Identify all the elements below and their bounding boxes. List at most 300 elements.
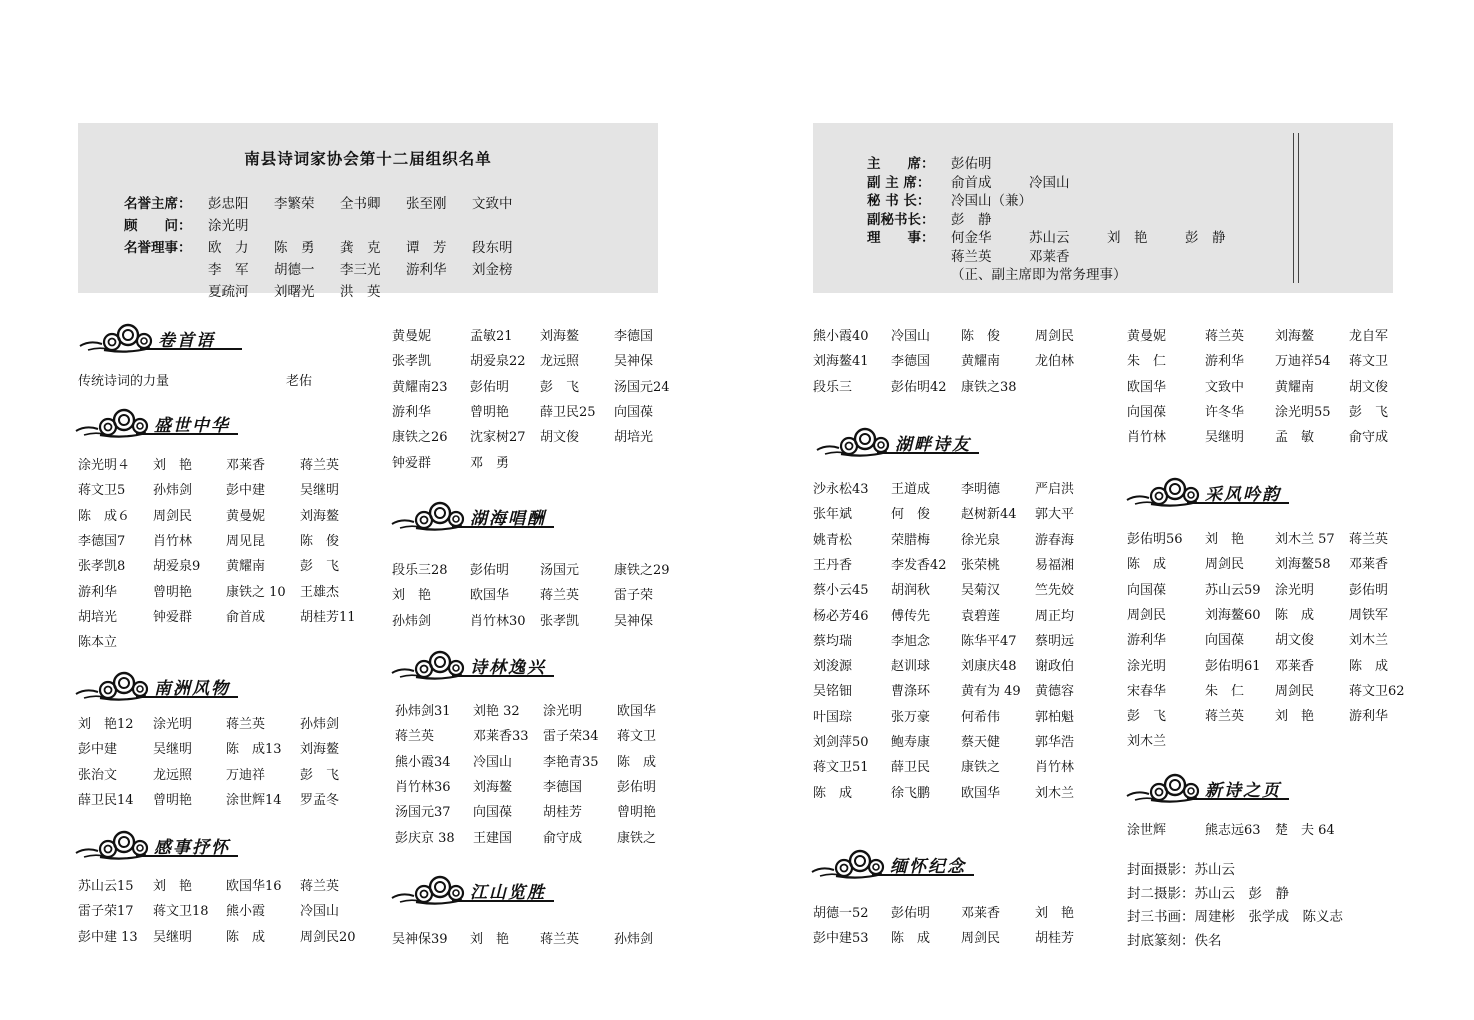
- list-cell: 冷国山: [473, 754, 513, 770]
- list-cell: 吴菊汉: [961, 583, 1001, 599]
- list-cell: 孟 敏: [1275, 430, 1315, 446]
- list-cell: 刘海鳌41: [813, 354, 869, 370]
- list-cell: 易福湘: [1035, 557, 1075, 573]
- list-cell: 游利华: [1205, 354, 1245, 370]
- list-cell: 蔡均瑞: [813, 633, 853, 649]
- list-cell: 杨必芳46: [813, 608, 869, 624]
- list-cell: 钟爱群: [392, 455, 432, 471]
- cloud-ornament-icon: [74, 668, 154, 704]
- list-cell: 孟敏21: [470, 329, 513, 344]
- list-cell: 刘 艳: [392, 588, 432, 604]
- list-cell: 肖竹林: [1035, 760, 1075, 776]
- section-underline: [452, 526, 554, 528]
- list-cell: 李德国: [614, 329, 654, 344]
- list-cell: 胡桂芳: [543, 805, 583, 821]
- list-cell: 彭庆京 38: [395, 830, 455, 846]
- list-cell: 欧国华: [1127, 379, 1167, 395]
- list-cell: 欧国华: [617, 704, 657, 719]
- section-header: [810, 846, 990, 882]
- section-header: [78, 320, 258, 356]
- header-name: 蒋兰英: [951, 248, 992, 265]
- list-cell: 苏山云59: [1205, 582, 1261, 598]
- section-title: 盛世中华: [154, 416, 230, 436]
- header-label: 名誉主席：: [124, 196, 192, 212]
- list-cell: 陈华平47: [961, 633, 1017, 649]
- list-cell: 郭华浩: [1035, 735, 1075, 750]
- list-cell: 刘海鳌: [300, 508, 340, 524]
- list-cell: 汤国元24: [614, 379, 670, 395]
- list-cell: 吴继明: [1205, 430, 1245, 446]
- list-cell: 姚青松: [813, 532, 853, 548]
- list-cell: 彭佑明: [1349, 582, 1389, 598]
- list-cell: 赵训球: [891, 659, 931, 675]
- divider-line: [1293, 133, 1294, 283]
- list-cell: 吴神保: [614, 613, 654, 629]
- list-cell: 何希伟: [961, 709, 1001, 725]
- header-name: 夏疏河: [208, 284, 249, 300]
- list-cell: 游利华: [392, 404, 432, 420]
- list-cell: 蔡小云45: [813, 583, 869, 599]
- header-name: （正、副主席即为常务理事）: [951, 267, 1127, 283]
- list-cell: 熊小霞: [226, 904, 266, 920]
- list-cell: 彭佑明: [617, 779, 657, 795]
- list-cell: 胡桂芳11: [300, 609, 356, 625]
- list-cell: 鲍寿康: [891, 735, 931, 750]
- list-cell: 黄曼妮: [226, 508, 266, 524]
- cloud-ornament-icon: [1125, 770, 1205, 806]
- list-cell: 胡德一52: [813, 906, 869, 921]
- list-cell: 李艳青35: [543, 754, 599, 770]
- list-cell: 周剑民: [961, 931, 1001, 947]
- list-cell: 朱 仁: [1127, 354, 1167, 370]
- section-title: 感事抒怀: [154, 838, 230, 858]
- section-header: [390, 647, 570, 683]
- section-header: [1125, 474, 1305, 510]
- cloud-ornament-icon: [74, 405, 154, 441]
- header-label: 副 主 席：: [867, 174, 931, 191]
- header-name: 俞首成: [951, 174, 992, 191]
- list-cell: 蒋兰英: [226, 717, 266, 732]
- list-cell: 胡文俊: [540, 430, 580, 446]
- list-cell: 彭佑明: [470, 379, 510, 395]
- section-underline: [1187, 798, 1289, 800]
- list-cell: 曾明艳: [153, 584, 193, 600]
- section-underline: [140, 348, 242, 350]
- list-cell: 彭佑明: [470, 563, 510, 578]
- list-cell: 康铁之38: [961, 379, 1017, 395]
- list-cell: 蒋兰英: [395, 729, 435, 745]
- cloud-ornament-icon: [74, 827, 154, 863]
- list-cell: 彭佑明61: [1205, 658, 1261, 674]
- list-cell: 陈 俊: [300, 533, 340, 549]
- list-cell: 彭 飞: [1127, 709, 1167, 725]
- list-cell: 俞守成: [1349, 430, 1389, 446]
- section-title: 湖畔诗友: [895, 435, 971, 455]
- header-name: 全书卿: [340, 196, 381, 212]
- list-cell: 孙炜剑: [300, 717, 340, 732]
- list-cell: 肖竹林: [1127, 430, 1167, 446]
- list-cell: 陈 俊: [961, 329, 1001, 344]
- cloud-ornament-icon: [390, 872, 470, 908]
- section-header: [390, 872, 570, 908]
- section-underline: [452, 675, 554, 677]
- list-cell: 涂光明55: [1275, 404, 1331, 420]
- list-cell: 俞守成: [543, 830, 583, 846]
- list-cell: 刘浚源: [813, 659, 853, 675]
- list-cell: 彭 飞: [300, 767, 340, 783]
- list-cell: 涂光明: [1275, 582, 1315, 598]
- list-cell: 楚 夫 64: [1275, 823, 1335, 838]
- list-cell: 李德国: [891, 354, 931, 370]
- list-cell: 文致中: [1205, 379, 1245, 395]
- list-cell: 蒋兰英: [300, 458, 340, 473]
- header-label: 顾 问：: [124, 218, 192, 234]
- list-cell: 刘康庆48: [961, 659, 1017, 675]
- list-cell: 邓莱香: [1349, 557, 1389, 573]
- list-cell: 李德国: [543, 779, 583, 795]
- list-cell: 彭 飞: [300, 559, 340, 575]
- list-cell: 赵树新44: [961, 507, 1017, 523]
- cloud-ornament-icon: [78, 320, 158, 356]
- list-cell: 李明德: [961, 482, 1001, 497]
- list-cell: 胡文俊: [1349, 379, 1389, 395]
- section-title: 江山览胜: [470, 883, 546, 903]
- header-name: 彭佑明: [951, 156, 992, 172]
- list-cell: 吴继明: [153, 929, 193, 945]
- list-cell: 陈 成: [1349, 658, 1389, 674]
- list-cell: 黄耀南23: [392, 379, 448, 395]
- list-cell: 涂光明: [153, 717, 193, 732]
- cloud-ornament-icon: [390, 647, 470, 683]
- list-cell: 周正均: [1035, 608, 1075, 624]
- list-cell: 吴铭钿: [813, 684, 853, 700]
- section-underline: [136, 696, 238, 698]
- cloud-ornament-icon: [1125, 474, 1205, 510]
- list-cell: 胡文俊: [1275, 633, 1315, 649]
- list-cell: 游利华: [1127, 633, 1167, 649]
- list-cell: 龙伯林: [1035, 354, 1075, 370]
- list-cell: 刘木兰: [1127, 734, 1167, 750]
- header-name: 段东明: [472, 240, 513, 256]
- list-cell: 张孝凯: [392, 354, 432, 370]
- cloud-ornament-icon: [815, 424, 895, 460]
- list-cell: 彭 飞: [1349, 404, 1389, 420]
- list-cell: 钟爱群: [153, 609, 193, 625]
- list-cell: 蒋文卫5: [78, 483, 126, 499]
- list-cell: 胡润秋: [891, 583, 931, 599]
- list-cell: 万迪祥54: [1275, 354, 1331, 370]
- list-cell: 周剑民: [1035, 329, 1075, 344]
- section-underline: [877, 452, 979, 454]
- list-cell: 胡爱泉9: [153, 559, 201, 575]
- list-cell: 孙炜剑: [153, 483, 193, 499]
- list-cell: 张万豪: [891, 709, 931, 725]
- list-cell: 陈 成: [1127, 557, 1167, 573]
- list-cell: 陈 成６: [78, 508, 131, 524]
- list-cell: 康铁之29: [614, 563, 670, 578]
- list-cell: 陈 成: [226, 929, 266, 945]
- list-cell: 黄曼妮: [392, 329, 432, 344]
- credit-line: 封二摄影：苏山云 彭 静: [1127, 885, 1289, 902]
- list-cell: 郭柏魁: [1035, 709, 1075, 725]
- list-cell: 曾明艳: [470, 404, 510, 420]
- credit-line: 封面摄影：苏山云: [1127, 862, 1235, 878]
- header-name: 邓莱香: [1029, 248, 1070, 265]
- list-cell: 陈 成: [617, 754, 657, 770]
- header-label: 名誉理事：: [124, 240, 192, 256]
- list-cell: 张孝凯8: [78, 559, 126, 575]
- list-cell: 曾明艳: [153, 792, 193, 808]
- cloud-ornament-icon: [810, 846, 890, 882]
- list-cell: 肖竹林30: [470, 613, 526, 629]
- list-cell: 薛卫民: [891, 760, 931, 776]
- list-cell: 严启洪: [1035, 482, 1075, 497]
- list-cell: 彭佑明: [891, 906, 931, 921]
- list-cell: 刘海鳌: [1275, 329, 1315, 344]
- section-title: 新诗之页: [1205, 781, 1281, 801]
- cloud-ornament-icon: [390, 498, 470, 534]
- header-name: 谭 芳: [406, 240, 447, 256]
- header-name: 冷国山: [1029, 174, 1070, 191]
- header-name: 李繁荣: [274, 196, 315, 212]
- list-cell: 陈本立: [78, 635, 118, 651]
- header-name: 张至刚: [406, 196, 447, 212]
- list-cell: 向国葆: [1127, 582, 1167, 598]
- list-cell: 孙炜剑31: [395, 704, 451, 719]
- list-cell: 蒋兰英: [1349, 532, 1389, 547]
- section-title: 采风吟韵: [1205, 485, 1281, 505]
- header-name: 刘金榜: [472, 262, 513, 278]
- header-name: 陈 勇: [274, 240, 315, 256]
- list-cell: 陈 成: [1275, 607, 1315, 623]
- list-cell: 游利华: [1349, 709, 1389, 725]
- list-cell: 刘 艳: [470, 932, 510, 947]
- list-cell: 张荣桃: [961, 557, 1001, 573]
- header-label: 主 席：: [867, 156, 935, 172]
- header-name: 欧 力: [208, 240, 249, 256]
- section-underline: [136, 855, 238, 857]
- list-cell: 蒋兰英: [1205, 709, 1245, 725]
- list-cell: 周剑民20: [300, 929, 356, 945]
- credit-line: 封三书画：周建彬 张学成 陈义志: [1127, 909, 1343, 925]
- list-cell: 黄耀南: [961, 354, 1001, 370]
- section-underline: [452, 900, 554, 902]
- list-cell: 蒋兰英: [1205, 329, 1245, 344]
- list-cell: 刘木兰 57: [1275, 532, 1335, 547]
- list-cell: 刘 艳: [1205, 532, 1245, 547]
- list-cell: 涂光明４: [78, 458, 131, 473]
- list-cell: 彭中建 13: [78, 929, 138, 945]
- list-cell: 游利华: [78, 584, 118, 600]
- list-cell: 张年斌: [813, 507, 853, 523]
- list-cell: 黄曼妮: [1127, 329, 1167, 344]
- list-cell: 雷子荣17: [78, 904, 134, 920]
- list-cell: 龙远照: [153, 767, 193, 783]
- header-name: 刘 艳: [1107, 230, 1148, 246]
- list-cell: 何 俊: [891, 507, 931, 523]
- list-cell: 叶国琮: [813, 709, 853, 725]
- list-cell: 刘 艳: [1035, 906, 1075, 921]
- header-name: 胡德一: [274, 262, 315, 278]
- header-name: 龚 克: [340, 240, 381, 256]
- list-cell: 蒋文卫: [1349, 354, 1389, 370]
- section-header: [1125, 770, 1305, 806]
- section-title: 缅怀纪念: [890, 857, 966, 877]
- list-cell: 傅传先: [891, 608, 931, 624]
- list-cell: 孙炜剑: [392, 613, 432, 629]
- divider-line: [1298, 133, 1299, 283]
- list-cell: 康铁之 10: [226, 584, 286, 600]
- list-cell: 薛卫民14: [78, 792, 134, 808]
- section-underline: [136, 433, 238, 435]
- list-cell: 黄有为 49: [961, 684, 1021, 700]
- list-cell: 欧国华: [470, 588, 510, 604]
- list-cell: 康铁之: [961, 760, 1001, 776]
- list-cell: 彭中建53: [813, 931, 869, 947]
- list-cell: 沈家树27: [470, 430, 526, 446]
- list-cell: 刘 艳: [1275, 709, 1315, 725]
- section-header: [74, 827, 254, 863]
- list-cell: 郭大平: [1035, 507, 1075, 523]
- list-cell: 许冬华: [1205, 404, 1245, 420]
- list-cell: 王雄杰: [300, 584, 340, 600]
- list-cell: 俞首成: [226, 609, 266, 625]
- list-cell: 周剑民: [1275, 683, 1315, 699]
- list-cell: 蒋兰英: [540, 932, 580, 947]
- list-cell: 熊小霞40: [813, 329, 869, 344]
- list-cell: 康铁之26: [392, 430, 448, 446]
- header-name: 何金华: [951, 230, 992, 246]
- list-cell: 黄德容: [1035, 684, 1075, 700]
- list-cell: 肖竹林36: [395, 779, 451, 795]
- list-cell: 蔡明远: [1035, 633, 1075, 649]
- list-cell: 汤国元: [540, 563, 580, 578]
- list-cell: 苏山云15: [78, 879, 134, 894]
- list-cell: 康铁之: [617, 830, 657, 846]
- list-cell: 荣腊梅: [891, 532, 931, 548]
- list-cell: 龙自军: [1349, 329, 1389, 344]
- section-header: [815, 424, 995, 460]
- list-cell: 彭中建: [78, 742, 118, 758]
- list-cell: 冷国山: [891, 329, 931, 344]
- section-header: [74, 405, 254, 441]
- header-name: 洪 英: [340, 284, 381, 300]
- header-name: 苏山云: [1029, 230, 1070, 246]
- header-name: 涂光明: [208, 218, 249, 234]
- list-cell: 周剑民: [1127, 607, 1167, 623]
- list-cell: 刘 艳: [153, 879, 193, 894]
- section-header: [74, 668, 254, 704]
- list-cell: 陈 成13: [226, 742, 282, 758]
- header-name: 彭忠阳: [208, 196, 249, 212]
- header-name: 文致中: [472, 196, 513, 212]
- header-name: 彭 静: [951, 211, 992, 228]
- header-name: 李三光: [340, 262, 381, 278]
- list-cell: 宋春华: [1127, 683, 1167, 699]
- list-cell: 段乐三: [813, 379, 853, 395]
- list-cell: 周铁军: [1349, 607, 1389, 623]
- list-cell: 刘木兰: [1035, 785, 1075, 801]
- list-cell: 袁碧莲: [961, 608, 1001, 624]
- list-cell: 刘剑萍50: [813, 735, 869, 750]
- header-name: 李 军: [208, 262, 249, 278]
- list-cell: 涂光明: [543, 704, 583, 719]
- list-cell: 胡爱泉22: [470, 354, 526, 370]
- list-cell: 黄耀南: [226, 559, 266, 575]
- list-cell: 汤国元37: [395, 805, 451, 821]
- list-cell: 吴继明: [300, 483, 340, 499]
- section-underline: [872, 874, 974, 876]
- list-cell: 游春海: [1035, 532, 1075, 548]
- list-cell: 谢政伯: [1035, 659, 1075, 675]
- list-cell: 张孝凯: [540, 613, 580, 629]
- list-cell: 彭佑明56: [1127, 532, 1183, 547]
- header-label: 理 事：: [867, 230, 935, 246]
- list-cell: 周剑民: [153, 508, 193, 524]
- list-cell: 欧国华: [961, 785, 1001, 801]
- list-cell: 涂世辉: [1127, 823, 1167, 838]
- list-cell: 邓莱香: [961, 906, 1001, 921]
- list-cell: 涂世辉14: [226, 792, 282, 808]
- list-cell: 刘 艳12: [78, 717, 134, 732]
- list-cell: 徐光泉: [961, 532, 1001, 548]
- section-title: 南洲风物: [154, 679, 230, 699]
- list-cell: 蒋兰英: [540, 588, 580, 604]
- list-cell: 向国葆: [1205, 633, 1245, 649]
- list-cell: 黄耀南: [1275, 379, 1315, 395]
- list-cell: 刘海鳌: [300, 742, 340, 758]
- list-cell: 向国葆: [1127, 404, 1167, 420]
- list-cell: 肖竹林: [153, 533, 193, 549]
- header-name: 彭 静: [1185, 230, 1226, 246]
- list-cell: 彭中建: [226, 483, 266, 499]
- list-cell: 胡培光: [78, 609, 118, 625]
- list-cell: 李德国7: [78, 533, 126, 549]
- list-cell: 徐飞鹏: [891, 785, 931, 801]
- header-name: 冷国山（兼）: [951, 193, 1032, 209]
- list-cell: 向国葆: [473, 805, 513, 821]
- list-cell: 万迪祥: [226, 767, 266, 783]
- list-cell: 吴继明: [153, 742, 193, 758]
- list-cell: 薛卫民25: [540, 404, 596, 420]
- list-cell: 陈 成: [813, 785, 853, 801]
- list-cell: 刘艳 32: [473, 704, 520, 719]
- list-cell: 罗孟冬: [300, 792, 340, 808]
- credit-line: 封底篆刻：佚名: [1127, 932, 1222, 949]
- list-cell: 陈 成: [891, 931, 931, 947]
- list-cell: 张治文: [78, 767, 118, 783]
- list-cell: 吴神保: [614, 354, 654, 370]
- list-cell: 曹涤环: [891, 684, 931, 700]
- header-box-right: [813, 123, 1393, 293]
- list-cell: 雷子荣: [614, 588, 654, 604]
- section-title: 湖海唱酬: [470, 509, 546, 529]
- list-cell: 蒋兰英: [300, 879, 340, 894]
- list-cell: 蒋文卫18: [153, 904, 209, 920]
- list-cell: 曾明艳: [617, 805, 657, 821]
- section-title: 诗林逸兴: [470, 658, 546, 678]
- list-cell: 彭 飞: [540, 379, 580, 395]
- list-cell: 熊小霞34: [395, 754, 451, 770]
- list-cell: 邓莱香: [1275, 658, 1315, 674]
- list-cell: 刘海鳌: [540, 329, 580, 344]
- header-name: 游利华: [406, 262, 447, 278]
- header-label: 秘 书 长：: [867, 193, 931, 209]
- list-cell: 刘海鳌58: [1275, 557, 1331, 573]
- list-cell: 欧国华16: [226, 879, 282, 894]
- list-cell: 刘 艳: [153, 458, 193, 473]
- list-cell: 段乐三28: [392, 563, 448, 578]
